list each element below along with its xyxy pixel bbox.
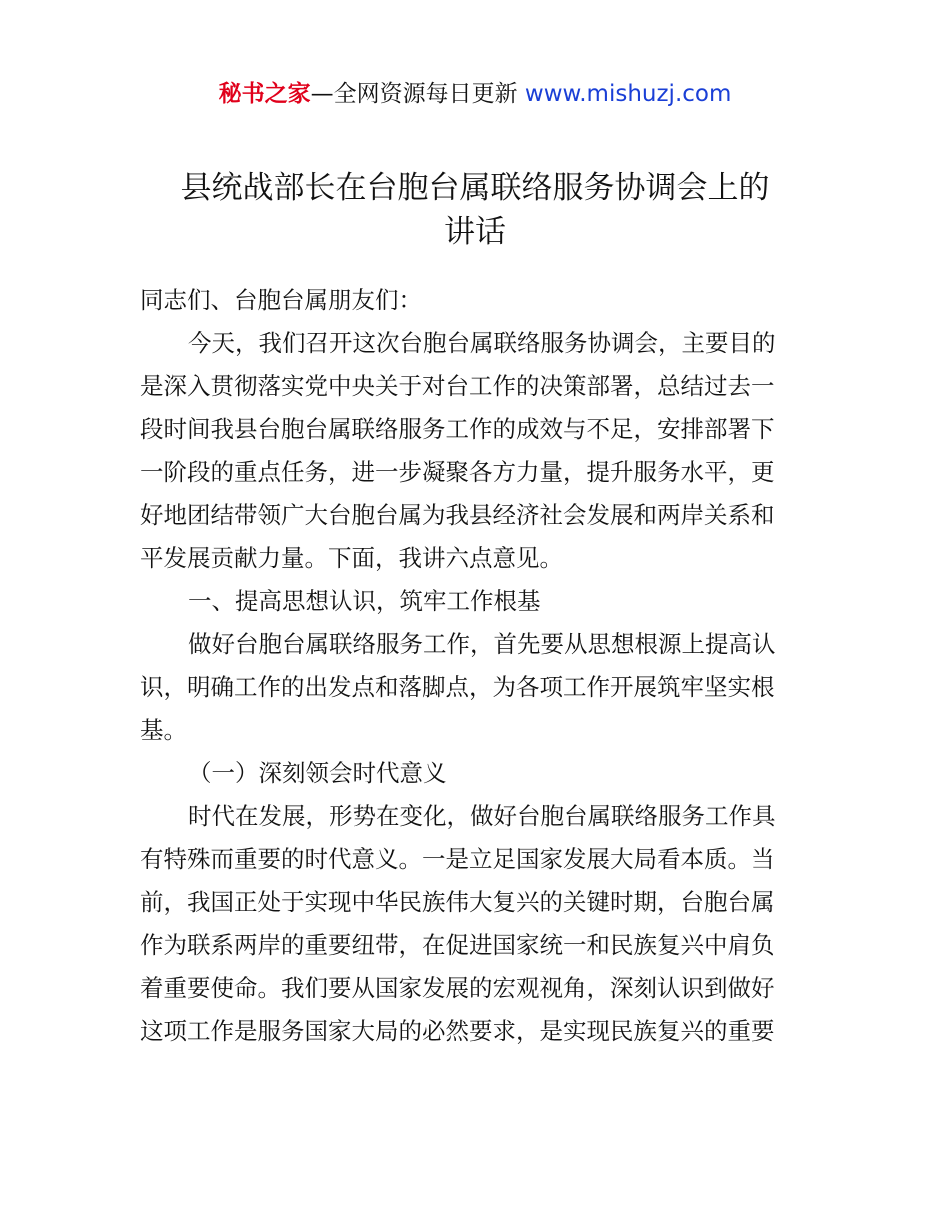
paragraph-line: 好地团结带领广大台胞台属为我县经济社会发展和两岸关系和 bbox=[140, 501, 775, 529]
document-body bbox=[140, 279, 810, 1053]
paragraph-line: 段时间我县台胞台属联络服务工作的成效与不足，安排部署下 bbox=[140, 415, 775, 443]
paragraph-line: 平发展贡献力量。下面，我讲六点意见。 bbox=[140, 544, 563, 572]
site-header bbox=[0, 78, 950, 110]
paragraph-line: 这项工作是服务国家大局的必然要求，是实现民族复兴的重要 bbox=[140, 1017, 775, 1045]
site-tagline: —全网资源每日更新 bbox=[310, 81, 525, 107]
site-brand: 秘书之家 bbox=[218, 81, 311, 107]
salutation: 同志们、台胞台属朋友们： bbox=[140, 286, 422, 314]
paragraph-line: 有特殊而重要的时代意义。一是立足国家发展大局看本质。当 bbox=[140, 845, 775, 873]
paragraph-line: 前，我国正处于实现中华民族伟大复兴的关键时期，台胞台属 bbox=[140, 888, 775, 916]
paragraph-line: 着重要使命。我们要从国家发展的宏观视角，深刻认识到做好 bbox=[140, 974, 775, 1002]
paragraph-line: 做好台胞台属联络服务工作，首先要从思想根源上提高认 bbox=[188, 630, 776, 658]
paragraph-line: 识，明确工作的出发点和落脚点，为各项工作开展筑牢坚实根 bbox=[140, 673, 775, 701]
site-url-link[interactable]: www.mishuzj.com bbox=[524, 81, 732, 107]
paragraph-line: 是深入贯彻落实党中央关于对台工作的决策部署，总结过去一 bbox=[140, 372, 775, 400]
title-line-1: 县统战部长在台胞台属联络服务协调会上的 bbox=[180, 170, 770, 206]
paragraph-line: 一阶段的重点任务，进一步凝聚各方力量，提升服务水平，更 bbox=[140, 458, 775, 486]
paragraph-line: 作为联系两岸的重要纽带，在促进国家统一和民族复兴中肩负 bbox=[140, 931, 775, 959]
paragraph-line: 基。 bbox=[140, 716, 187, 744]
paragraph-line: 今天，我们召开这次台胞台属联络服务协调会，主要目的 bbox=[188, 329, 776, 357]
section-heading: 一、提高思想认识，筑牢工作根基 bbox=[188, 587, 541, 615]
title-line-2: 讲话 bbox=[444, 214, 506, 250]
document-title bbox=[140, 166, 810, 254]
paragraph-line: 时代在发展，形势在变化，做好台胞台属联络服务工作具 bbox=[188, 802, 776, 830]
subsection-heading: （一）深刻领会时代意义 bbox=[188, 759, 447, 787]
